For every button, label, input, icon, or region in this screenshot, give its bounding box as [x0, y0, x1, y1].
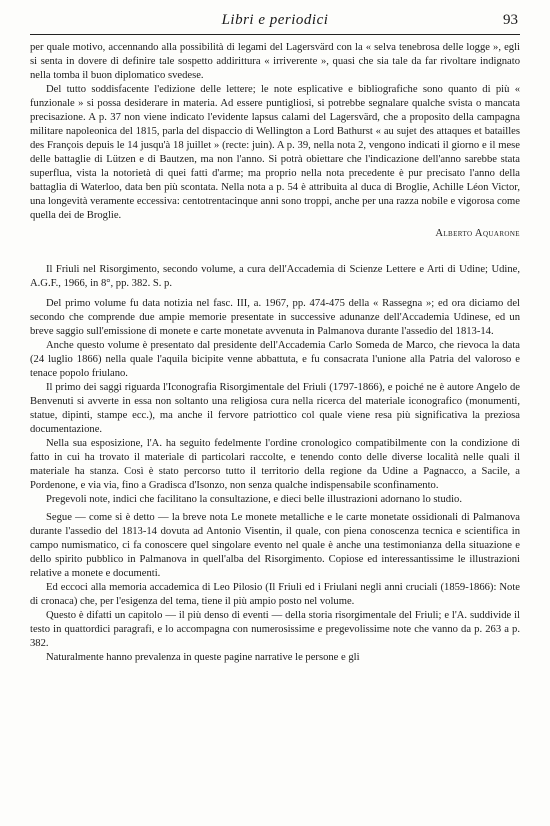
review-heading: Il Friuli nel Risorgimento, secondo volume, a cura dell'Accademia di Scienze Lettere e Arti di Udine; Udine, A.G.F., 1966, in 8°, pp. 382. S. p.: [30, 264, 520, 289]
review-author: Alberto Aquarone: [435, 228, 520, 239]
paragraph: Ed eccoci alla memoria accademica di Leo Pilosio (Il Friuli ed i Friulani negli anni cruciali (1859-1866): Note di cronaca) che, per l'esigenza del tema, tiene il più ampio posto nel volume.: [30, 582, 520, 607]
previous-review-section: [30, 41, 520, 241]
paragraph: Anche questo volume è presentato dal presidente dell'Accademia Carlo Someda de Marco, che rievoca la data (24 luglio 1866) nella quale l'aquila bicipite venne abbattuta, e fu consacrata l'unione alla Patria del valoroso e tenace popolo friulano.: [30, 340, 520, 379]
paragraph: Del primo volume fu data notizia nel fasc. III, a. 1967, pp. 474-475 della « Rassegna »; ed ora diciamo del secondo che comprende due ampie memorie presentate in successive adunanze dell'Accademia Udinese, ed un breve saggio sull'emissione di monete e carte monetate avvenuta in Palmanova durante l'assedio del 1813-14.: [30, 298, 520, 337]
paragraph: Segue — come si è detto — la breve nota Le monete metalliche e le carte monetate ossidionali di Palmanova durante l'assedio del 1813-14 dovuta ad Antonio Visentin, il quale, con piena conoscenza tecnica e scientifica in campo numismatico, ci fa conoscere quel singolare evento nel quale è anche una testimonianza della situazione e dello spirito pubblico in Palmanova in quell'alba del Risorgimento. Copiose ed interessantissime le illustrazioni relative a monete e documenti.: [30, 512, 520, 579]
review-section: [30, 263, 520, 665]
paragraph: Il primo dei saggi riguarda l'Iconografia Risorgimentale del Friuli (1797-1866), e poiché ne è autore Angelo de Benvenuti si avverte in essa non soltanto una religiosa cura nella ricerca del materiale iconografico (monumenti, statue, dipinti, stampe ecc.), ma anche il fervore patriottico col quale viene resa più significativa la preziosa documentazione.: [30, 382, 520, 435]
paragraph: Del tutto soddisfacente l'edizione delle lettere; le note esplicative e bibliografiche sono quanto di più « funzionale » si possa desiderare in materia. Ad essere puntigliosi, si potrebbe segnalare qualche svista o mancata precisazione. A p. 37 non viene indicato l'evidente lapsus calami del Lagersvärd, che a proposito della campagna militare napoleonica del 1815, parla del dispaccio di Wellington a Lord Bathurst « au sujet des attaques et batailles des François depuis le 14 jusqu'à 18 juillet » (recte: juin). A p. 39, nella nota 2, vengono indicati il giorno e il mese delle battaglie di Lützen e di Bautzen, ma non l'anno. Si potrà obiettare che l'indicazione dell'anno sarebbe stata superflua, vista la notorietà di quei fatti d'arme; ma proprio nella nota precedente è pur precisato l'anno della battaglia di Waterloo, data ben più scontata. Nella nota a p. 54 è attribuita al duca di Broglie, Achille Léon Victor, una longevità veramente eccessiva: centotrentacinque anni sono troppi, anche per una razza nobile e vigorosa come quella dei de Broglie.: [30, 84, 520, 221]
paragraph: Questo è difatti un capitolo — il più denso di eventi — della storia risorgimentale del Friuli; e l'A. suddivide il testo in quattordici paragrafi, e lo accompagna con numerosissime e pregevolissime note che vanno da p. 263 a p. 382.: [30, 610, 520, 649]
paragraph: per quale motivo, accennando alla possibilità di legami del Lagersvärd con la « selva tenebrosa delle logge », egli si senta in dovere di definire tale sospetto addirittura « irriverente », quasi che sia tale da far rivoltare indignato nella tomba il buon diplomatico svedese.: [30, 42, 520, 81]
running-title: Libri e periodici: [221, 12, 329, 28]
paragraph: Naturalmente hanno prevalenza in queste pagine narrative le persone e gli: [46, 652, 360, 663]
page-number: 93: [503, 12, 518, 28]
paragraph: Nella sua esposizione, l'A. ha seguito fedelmente l'ordine cronologico compatibilmente con la condizione di fatto in cui ha trovato il materiale di particolari raccolte, e tenendo conto delle diverse località nelle quali il materiale ha stanza. Così è stato percorso tutto il territorio della regione da Udine a Pagnacco, a Sacile, a Pordenone, e via via, fino a Gradisca d'Isonzo, non senza qualche indispensabile sconfinamento.: [30, 438, 520, 491]
running-header: [30, 12, 520, 35]
paragraph: Pregevoli note, indici che facilitano la consultazione, e dieci belle illustrazioni adornano lo studio.: [46, 494, 462, 505]
